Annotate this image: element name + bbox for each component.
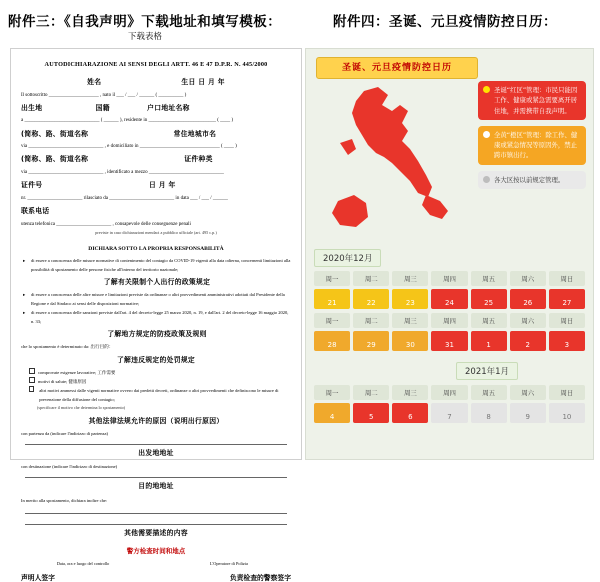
- cn-destination: 目的地地址: [138, 482, 174, 491]
- calendar-day[interactable]: 10: [549, 403, 585, 423]
- callout-orange-zone: [478, 126, 586, 165]
- red-zone-dot-icon: [483, 86, 490, 93]
- weekday-wed: 周三: [392, 271, 428, 286]
- cn-bullet-1: 了解有关限制个人出行的政策规定: [103, 278, 211, 287]
- weekday-sun: 周日: [549, 385, 585, 400]
- reason-checkbox-list: [21, 368, 291, 412]
- reason-title: che lo spostamento è determinato da: 出行目的：: [21, 344, 114, 350]
- covid-calendar-panel: [305, 48, 594, 460]
- calendar-day[interactable]: 27: [549, 289, 585, 309]
- cn-other-reason: 其他法律法规允许的原因（说明出行原因）: [88, 416, 224, 425]
- weekday-fri: 周五: [471, 385, 507, 400]
- calendar-week-row: [314, 331, 585, 351]
- penal-note: previste in caso dichiarazioni mendaci a pubblico ufficiale (art. 495 c.p.): [95, 229, 217, 235]
- cn-bullet-2: 了解地方规定的防疫政策及规则: [107, 330, 207, 339]
- checkbox-icon[interactable]: [29, 377, 35, 383]
- calendar-day[interactable]: 30: [392, 331, 428, 351]
- cn-sign-right: 负责检查的警察签字: [229, 573, 291, 582]
- grey-zone-dot-icon: [483, 176, 490, 183]
- checkbox-row-work[interactable]: [29, 368, 291, 377]
- cn-bullet-3: 了解违反规定的处罚规定: [116, 355, 196, 364]
- calendar-day[interactable]: 22: [353, 289, 389, 309]
- callout-list: [478, 81, 586, 195]
- additional-label: In merito alla spostamento, dichiara inoltre che:: [21, 497, 108, 503]
- month-label-december: 2020年12月: [314, 249, 381, 267]
- weekday-sat: 周六: [510, 271, 546, 286]
- departure-input[interactable]: [25, 439, 287, 445]
- id-number-labels: 证件号 日 月 年: [21, 181, 176, 190]
- bullet-text: di essere a conoscenza delle misure normative di contenimento del contagio da COVID-19 vigenti alla data odierna, concernenti limitazioni alla possibilità di spostamento delle persone fisiche all'interno del territorio nazionale;: [31, 257, 291, 272]
- destination-input[interactable]: [25, 472, 287, 478]
- calendar-day[interactable]: 6: [392, 403, 428, 423]
- weekday-thu: 周四: [431, 313, 467, 328]
- cn-additional: 其他需要描述的内容: [124, 529, 188, 538]
- weekday-thu: 周四: [431, 385, 467, 400]
- document-line-4: via ______________________________ , identificato a mezzo ______________________________: [21, 170, 224, 175]
- checkbox-label: motivi di salute; 健康原因: [38, 379, 87, 385]
- calendar-day[interactable]: 2: [510, 331, 546, 351]
- weekday-mon: 周一: [314, 385, 350, 400]
- document-line-5: nr. ______________________ rilasciato da __________________________ in data ___ / ___ / ______: [21, 195, 228, 201]
- calendar-day[interactable]: 26: [510, 289, 546, 309]
- self-declaration-document: [10, 48, 302, 582]
- weekday-mon: 周一: [314, 271, 350, 286]
- weekday-wed: 周三: [392, 385, 428, 400]
- name-dob-labels: 姓名 生日 日 月 年: [87, 78, 225, 86]
- calendar-week-row: [314, 403, 585, 423]
- callout-text: 圣诞“红区”管理：市民只能因工作、健康或紧急需要离开居住地，并需携带自我声明。: [494, 86, 578, 115]
- cn-sign-left: 声明人签字: [21, 573, 55, 582]
- additional-input-2[interactable]: [25, 519, 287, 525]
- declaration-heading: DICHIARA SOTTO LA PROPRIA RESPONSABILITÀ: [88, 245, 224, 252]
- calendar-day[interactable]: 5: [353, 403, 389, 423]
- street-id-labels: (简称、路、街道名称 证件种类: [21, 155, 213, 164]
- attachment-three-heading: 附件三：《自我声明》下载地址和填写模板：: [8, 14, 282, 30]
- cn-signature-row: [11, 572, 301, 582]
- weekday-wed: 周三: [392, 313, 428, 328]
- calendar-panel-title: 圣诞、元旦疫情防控日历: [316, 57, 478, 79]
- checkbox-icon[interactable]: [29, 368, 35, 374]
- calendar-day[interactable]: 8: [471, 403, 507, 423]
- weekday-fri: 周五: [471, 271, 507, 286]
- birthplace-labels: 出生地 国籍 户口地址名称: [21, 103, 190, 112]
- destination-label: con destinazione (indicare l'indirizzo di destinazione): [21, 463, 118, 469]
- document-line-6: utenza telefonica ______________________ , consapevole delle conseguenze penali: [21, 221, 191, 227]
- street-residence-labels: (简称、路、街道名称 常住地城市名: [21, 129, 217, 138]
- weekday-tue: 周二: [353, 271, 389, 286]
- calendar-day[interactable]: 9: [510, 403, 546, 423]
- month-label-january: 2021年1月: [456, 362, 518, 380]
- calendar-day[interactable]: 21: [314, 289, 350, 309]
- italy-map-icon: [322, 83, 462, 243]
- callout-red-zone: [478, 81, 586, 120]
- calendar-day[interactable]: 23: [392, 289, 428, 309]
- weekday-sat: 周六: [510, 313, 546, 328]
- weekday-tue: 周二: [353, 313, 389, 328]
- bullet-text: di essere a conoscenza delle altre misure e limitazioni previste da ordinanze o altri provvedimenti amministrativi adottati dal Presidente della Regione e dal Sindaco ai sensi delle disposizioni normative;: [31, 291, 285, 306]
- weekday-thu: 周四: [431, 271, 467, 286]
- declaration-bullets: [21, 257, 291, 341]
- bullet-marker: ▸: [23, 257, 26, 263]
- calendar-day[interactable]: 31: [431, 331, 467, 351]
- cn-departure: 出发地地址: [138, 449, 174, 458]
- additional-input-1[interactable]: [25, 508, 287, 514]
- calendar-week-row: [314, 289, 585, 309]
- calendar-day[interactable]: 4: [314, 403, 350, 423]
- phone-label: 联系电话: [21, 207, 50, 216]
- weekday-header-december-2: [314, 313, 585, 328]
- calendar-day[interactable]: 24: [431, 289, 467, 309]
- checkbox-label: altri motivi ammessi dalle vigenti normative ovvero dai predetti decreti, ordinanze o altri provvedimenti che definiscono le misure di prevenzione della diffusione del contagio;: [39, 388, 279, 403]
- bullet-text: di essere a conoscenza delle sanzioni previste dall'art. 4 del decreto-legge 25 marzo 2020, n. 19, e dall'art. 2 del decreto-legge 16 maggio 2020, n. 33;: [31, 310, 289, 324]
- weekday-sun: 周日: [549, 271, 585, 286]
- calendar-december: [314, 271, 585, 355]
- footer-right-label: L'Operatore di Polizia: [209, 560, 248, 566]
- calendar-day[interactable]: 3: [549, 331, 585, 351]
- calendar-january: [314, 385, 585, 427]
- checkbox-row-other[interactable]: [29, 386, 291, 404]
- calendar-day[interactable]: 1: [471, 331, 507, 351]
- bullet-marker: ▸: [23, 310, 26, 316]
- callout-text: 各大区按以前规定管理。: [494, 175, 565, 184]
- weekday-sun: 周日: [549, 313, 585, 328]
- calendar-day[interactable]: 25: [471, 289, 507, 309]
- callout-text: 全黄“橙区”管理：除工作、健康或紧急情况等原因外，禁止跨市镇出行。: [494, 130, 578, 160]
- checkbox-label: comprovate esigenze lavorative; 工作需要: [38, 370, 116, 376]
- bullet-marker: ▸: [23, 291, 26, 297]
- departure-label: con partenza da (indicare l'indirizzo di partenza): [21, 431, 109, 437]
- document-title: AUTODICHIARAZIONE AI SENSI DEGLI ARTT. 46 E 47 D.P.R. N. 445/2000: [44, 61, 268, 68]
- calendar-day[interactable]: 7: [431, 403, 467, 423]
- checkbox-row-health[interactable]: [29, 377, 291, 386]
- police-check-note: 警方检查时间和地点: [126, 546, 186, 555]
- signature-row: [11, 561, 301, 566]
- footer-left-label: Data, ora e luogo del controllo: [56, 560, 110, 566]
- specify-note: (specificare il motivo che determina lo spostamento): [37, 405, 126, 411]
- checkbox-icon[interactable]: [29, 386, 34, 392]
- document-line-2: a ______________________________ ( ______ ), residente in ___________________________ ( ____ ): [21, 118, 234, 124]
- orange-zone-dot-icon: [483, 131, 490, 138]
- calendar-day[interactable]: 29: [353, 331, 389, 351]
- weekday-fri: 周五: [471, 313, 507, 328]
- weekday-tue: 周二: [353, 385, 389, 400]
- download-form-link[interactable]: 下载表格: [128, 32, 163, 42]
- attachment-four-heading: 附件四：圣诞、元旦疫情防控日历：: [333, 14, 557, 30]
- calendar-day[interactable]: 28: [314, 331, 350, 351]
- document-body: [11, 68, 301, 540]
- weekday-sat: 周六: [510, 385, 546, 400]
- document-line-1: Il sottoscritto ____________________ , nato il ___ / ___ / ______ ( __________ ): [21, 92, 187, 98]
- document-line-3: via ______________________________ , e domiciliato in ________________________________ ( ____ ): [21, 144, 237, 150]
- weekday-header-december: [314, 271, 585, 286]
- weekday-mon: 周一: [314, 313, 350, 328]
- weekday-header-january: [314, 385, 585, 400]
- callout-regional-rules: [478, 171, 586, 189]
